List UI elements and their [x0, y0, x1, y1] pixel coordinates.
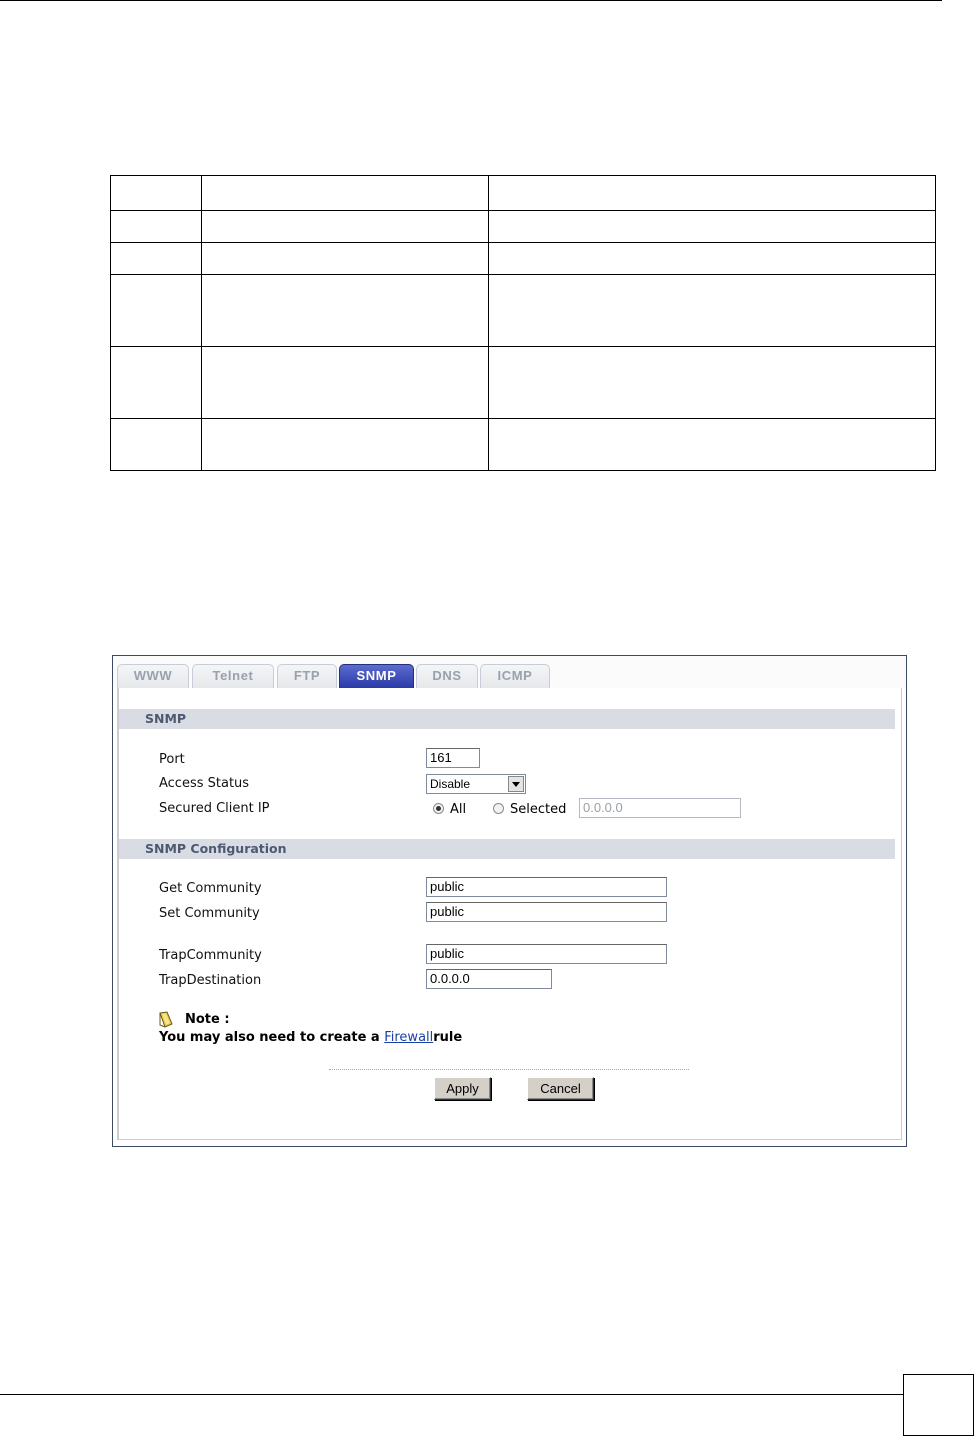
document-table — [110, 175, 936, 471]
trap-community-input[interactable]: public — [426, 944, 667, 964]
port-input[interactable]: 161 — [426, 748, 480, 768]
note-prefix: You may also need to create a — [159, 1030, 380, 1045]
divider — [329, 1069, 689, 1070]
snmp-config-panel — [112, 655, 907, 1147]
tab-www[interactable]: WWW — [117, 664, 189, 688]
note-suffix: rule — [433, 1030, 463, 1045]
tab-bar — [113, 656, 906, 688]
bottom-rule — [0, 1394, 903, 1395]
note-icon — [157, 1011, 175, 1029]
section-snmp: SNMP — [119, 709, 895, 729]
secured-client-ip-label: Secured Client IP — [159, 801, 270, 816]
tab-ftp[interactable]: FTP — [277, 664, 337, 688]
radio-selected-label: Selected — [510, 802, 567, 817]
note-text — [159, 1030, 462, 1045]
access-status-select[interactable] — [426, 774, 526, 794]
page-number-box — [903, 1374, 974, 1436]
tab-icmp[interactable]: ICMP — [480, 664, 550, 688]
firewall-link[interactable]: Firewall — [384, 1030, 434, 1045]
access-status-label: Access Status — [159, 776, 250, 791]
get-community-input[interactable]: public — [426, 877, 667, 897]
cancel-button[interactable]: Cancel — [527, 1077, 594, 1100]
secured-ip-input[interactable]: 0.0.0.0 — [579, 798, 741, 818]
trap-destination-label: TrapDestination — [159, 973, 262, 988]
tab-snmp[interactable]: SNMP — [339, 664, 414, 688]
note-title: Note : — [185, 1012, 230, 1027]
access-status-value: Disable — [430, 777, 471, 791]
apply-button[interactable]: Apply — [434, 1077, 491, 1100]
radio-selected[interactable] — [493, 803, 504, 814]
set-community-label: Set Community — [159, 906, 260, 921]
radio-all[interactable] — [433, 803, 444, 814]
tab-telnet[interactable]: Telnet — [192, 664, 274, 688]
trap-community-label: TrapCommunity — [159, 948, 262, 963]
get-community-label: Get Community — [159, 881, 262, 896]
radio-all-label: All — [450, 802, 467, 817]
top-rule — [0, 0, 942, 1]
chevron-down-icon[interactable] — [508, 776, 524, 792]
set-community-input[interactable]: public — [426, 902, 667, 922]
trap-destination-input[interactable]: 0.0.0.0 — [426, 969, 552, 989]
port-label: Port — [159, 752, 185, 767]
tab-dns[interactable]: DNS — [416, 664, 478, 688]
section-snmp-configuration: SNMP Configuration — [119, 839, 895, 859]
